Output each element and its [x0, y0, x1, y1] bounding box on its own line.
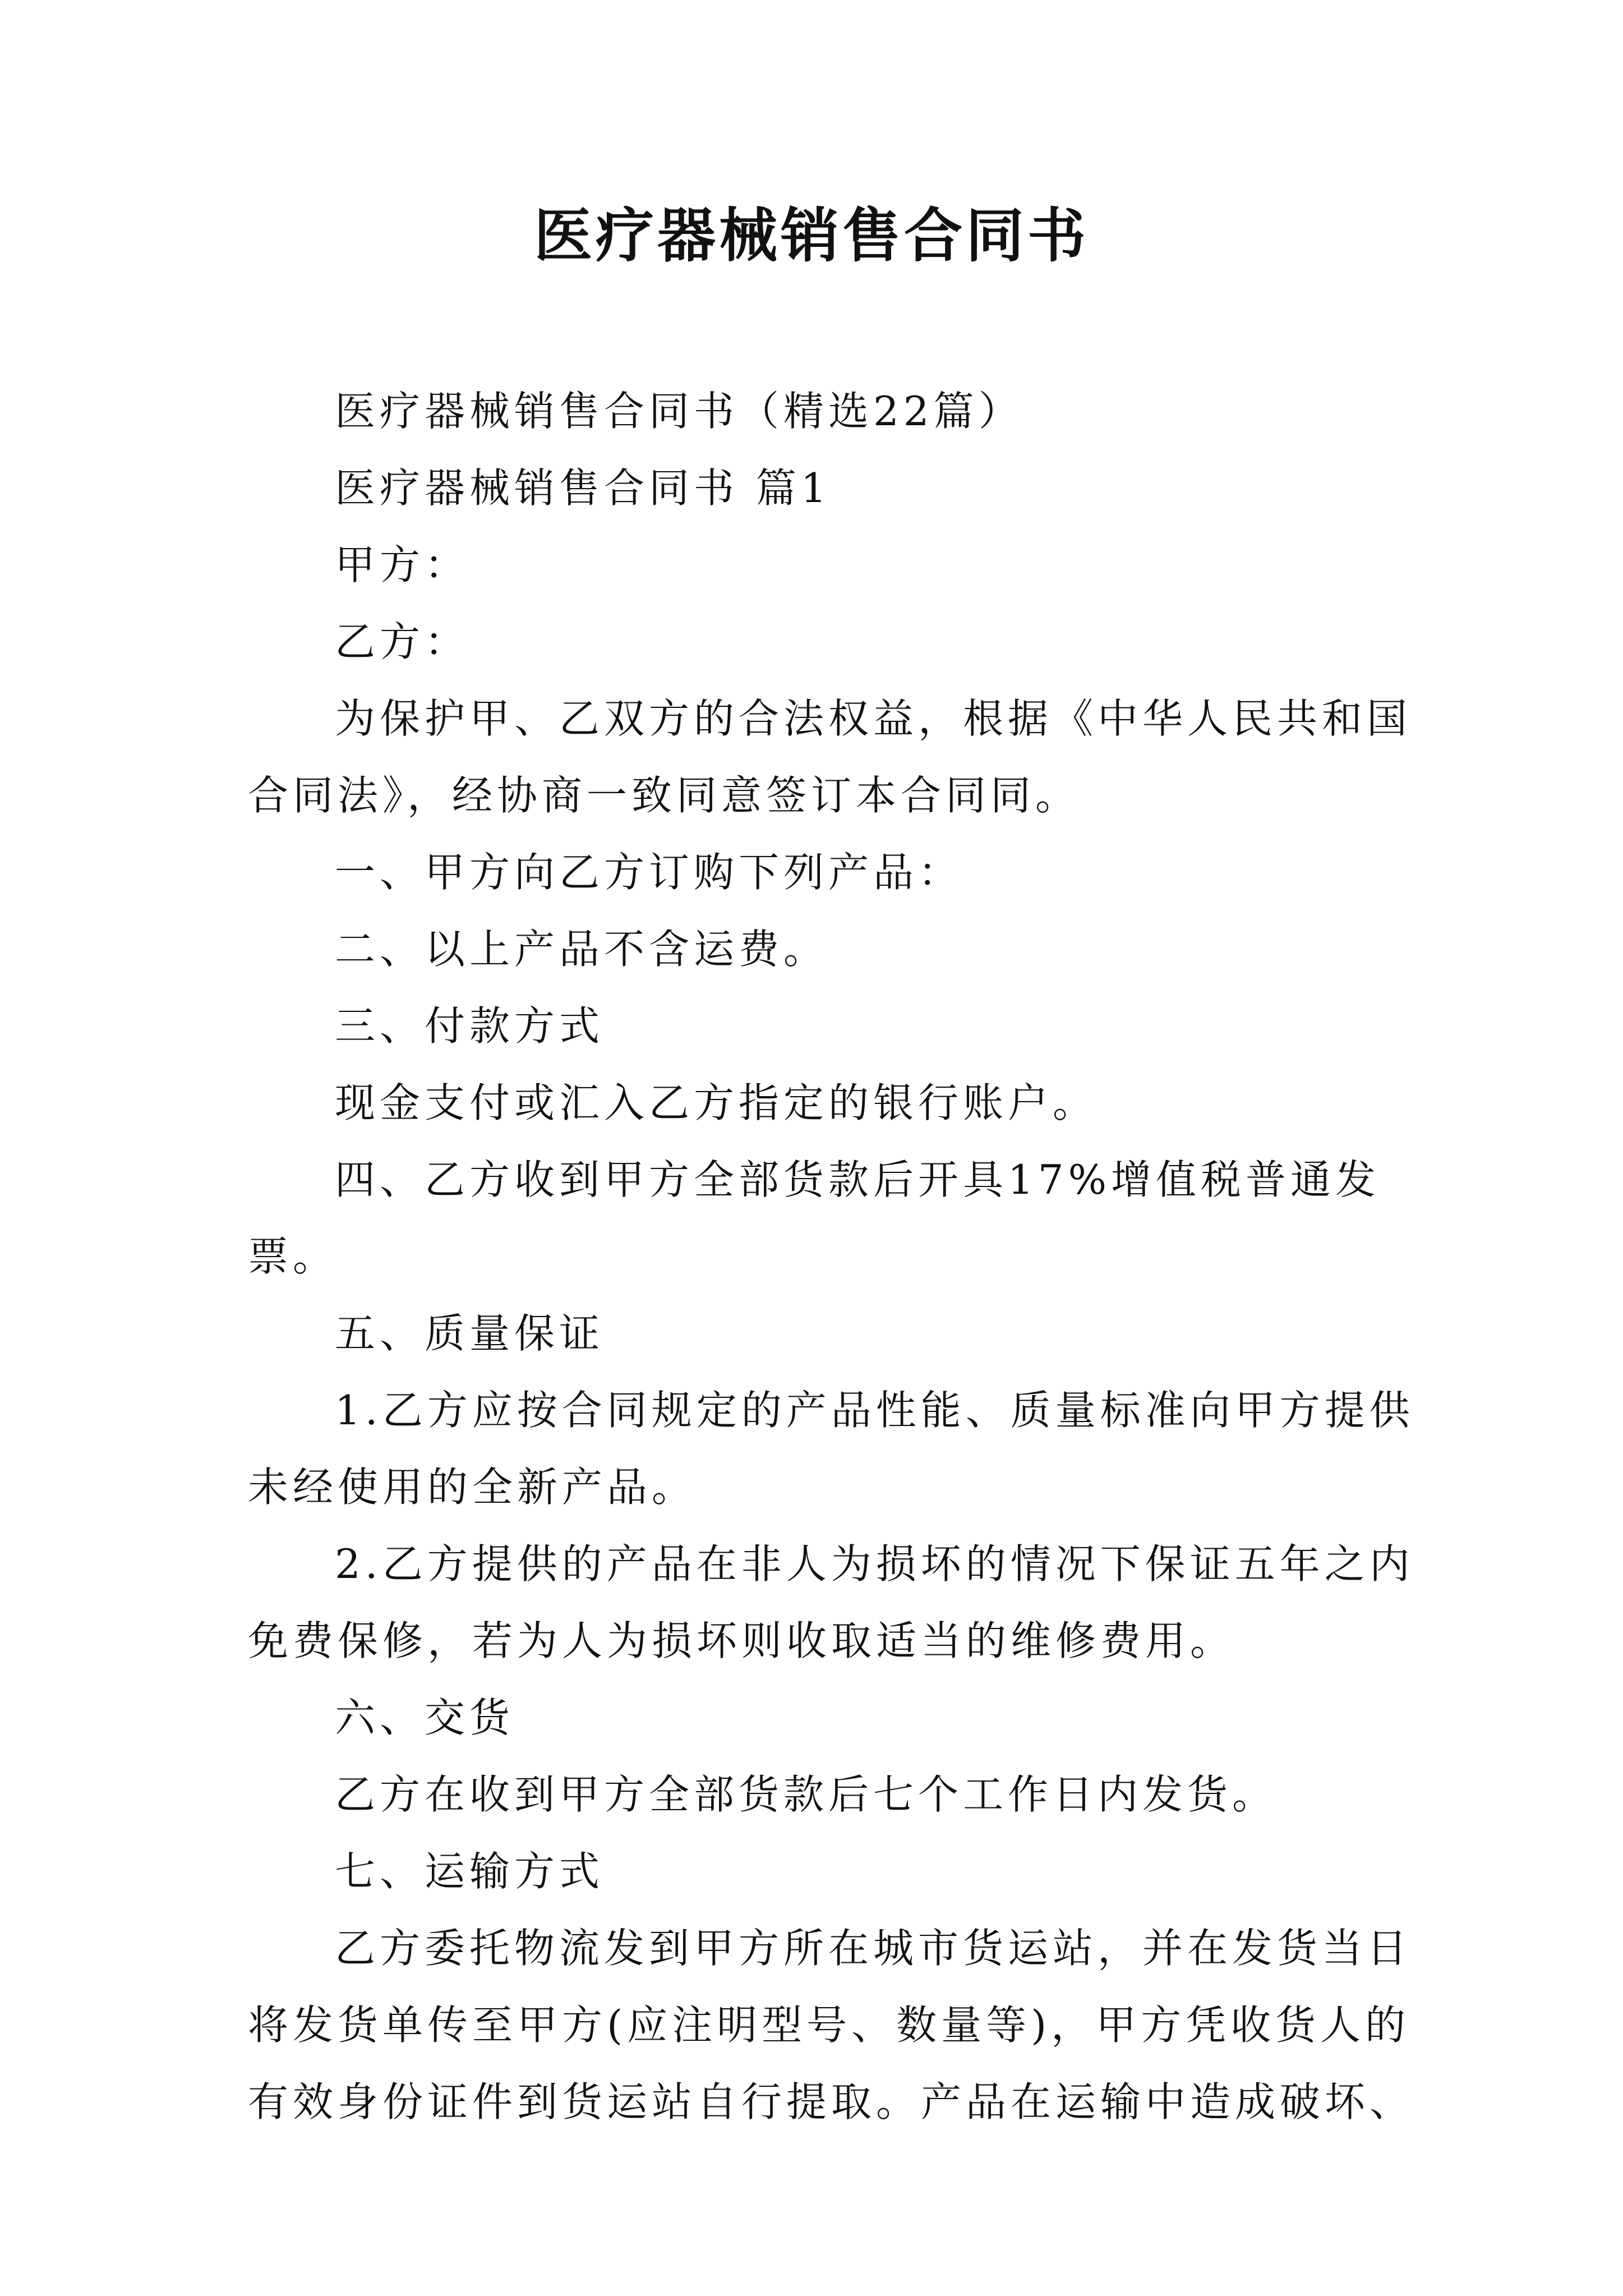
paragraph-clause-4: 四、乙方收到甲方全部货款后开具17%增值税普通发票。	[248, 1156, 1381, 1280]
paragraph-clause-7: 七、运输方式	[335, 1848, 605, 1895]
paragraph-transport-detail: 乙方委托物流发到甲方所在城市货运站，并在发货当日将发货单传至甲方(应注明型号、数量等)，甲方凭收货人的有效身份证件到货运站自行提取。产品在运输中造成破坏、	[248, 1925, 1415, 2125]
paragraph-clause-3: 三、付款方式	[335, 1002, 605, 1050]
paragraph-payment-detail: 现金支付或汇入乙方指定的银行账户。	[335, 1079, 1098, 1126]
paragraph-party-b: 乙方：	[335, 618, 470, 665]
paragraph-delivery-detail: 乙方在收到甲方全部货款后七个工作日内发货。	[335, 1771, 1278, 1818]
paragraph-party-a: 甲方：	[335, 541, 470, 588]
document-title: 医疗器械销售合同书	[533, 201, 1089, 270]
paragraph-clause-1: 一、甲方向乙方订购下列产品：	[335, 849, 963, 896]
paragraph-quality-2: 2.乙方提供的产品在非人为损坏的情况下保证五年之内免费保修，若为人为损坏则收取适当的维修费用。	[248, 1540, 1414, 1664]
paragraph-quality-1: 1.乙方应按合同规定的产品性能、质量标准向甲方提供未经使用的全新产品。	[248, 1387, 1414, 1511]
paragraph-preamble: 为保护甲、乙双方的合法权益，根据《中华人民共和国合同法》，经协商一致同意签订本合同同。	[248, 695, 1412, 819]
paragraph-section-heading: 医疗器械销售合同书 篇1	[335, 464, 831, 512]
paragraph-clause-2: 二、以上产品不含运费。	[335, 926, 829, 973]
paragraph-clause-5: 五、质量保证	[335, 1310, 605, 1357]
document-body	[248, 373, 1420, 2141]
paragraph-subtitle: 医疗器械销售合同书（精选22篇）	[335, 388, 1023, 435]
paragraph-clause-6: 六、交货	[335, 1694, 515, 1741]
